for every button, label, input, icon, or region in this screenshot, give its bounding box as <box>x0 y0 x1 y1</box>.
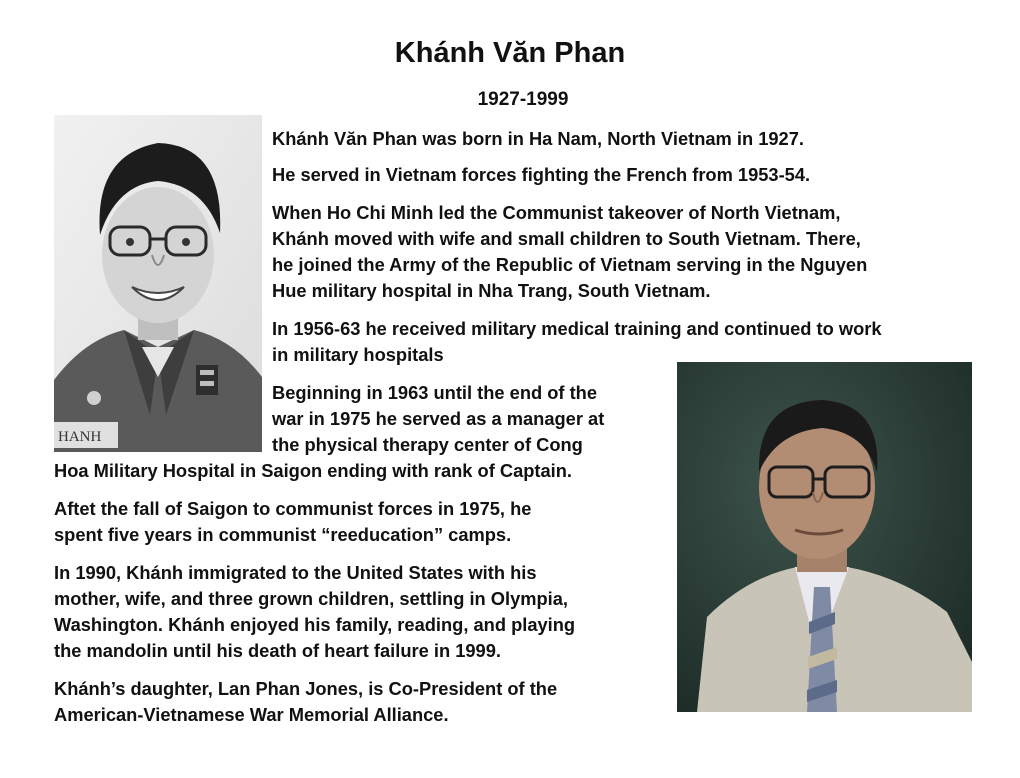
bio-line: spent five years in communist “reeducation” camps. <box>54 524 512 545</box>
bio-line: the mandolin until his death of heart failure in 1999. <box>54 640 501 661</box>
uniform-name-tag: HANH <box>58 429 102 445</box>
life-years: 1927-1999 <box>477 89 569 110</box>
bio-line: Washington. Khánh enjoyed his family, reading, and playing <box>54 614 576 635</box>
bio-line: Aftet the fall of Saigon to communist forces in 1975, he <box>54 498 532 519</box>
bio-line: the physical therapy center of Cong <box>272 434 583 455</box>
young-portrait-photo <box>54 115 262 452</box>
older-portrait-photo <box>677 362 972 712</box>
page-title: Khánh Văn Phan <box>394 37 626 69</box>
bio-line: In 1990, Khánh immigrated to the United States with his <box>54 562 537 583</box>
bio-line: American-Vietnamese War Memorial Alliance. <box>54 704 449 725</box>
bio-line: Beginning in 1963 until the end of the <box>272 382 598 403</box>
bio-line: In 1956-63 he received military medical training and continued to work <box>272 318 882 339</box>
bio-line: Khánh’s daughter, Lan Phan Jones, is Co-President of the <box>54 678 558 699</box>
bio-line: Hoa Military Hospital in Saigon ending with rank of Captain. <box>54 460 573 481</box>
bio-line: Khánh moved with wife and small children to South Vietnam. There, <box>272 228 861 249</box>
bio-line: in military hospitals <box>272 344 444 365</box>
bio-line: He served in Vietnam forces fighting the French from 1953-54. <box>272 164 811 185</box>
bio-line: Hue military hospital in Nha Trang, South Vietnam. <box>272 280 711 301</box>
bio-line: Khánh Văn Phan was born in Ha Nam, North Vietnam in 1927. <box>272 128 804 149</box>
bio-line: When Ho Chi Minh led the Communist takeover of North Vietnam, <box>272 202 841 223</box>
bio-line: war in 1975 he served as a manager at <box>272 408 605 429</box>
bio-line: he joined the Army of the Republic of Vietnam serving in the Nguyen <box>272 254 868 275</box>
bio-line: mother, wife, and three grown children, settling in Olympia, <box>54 588 568 609</box>
